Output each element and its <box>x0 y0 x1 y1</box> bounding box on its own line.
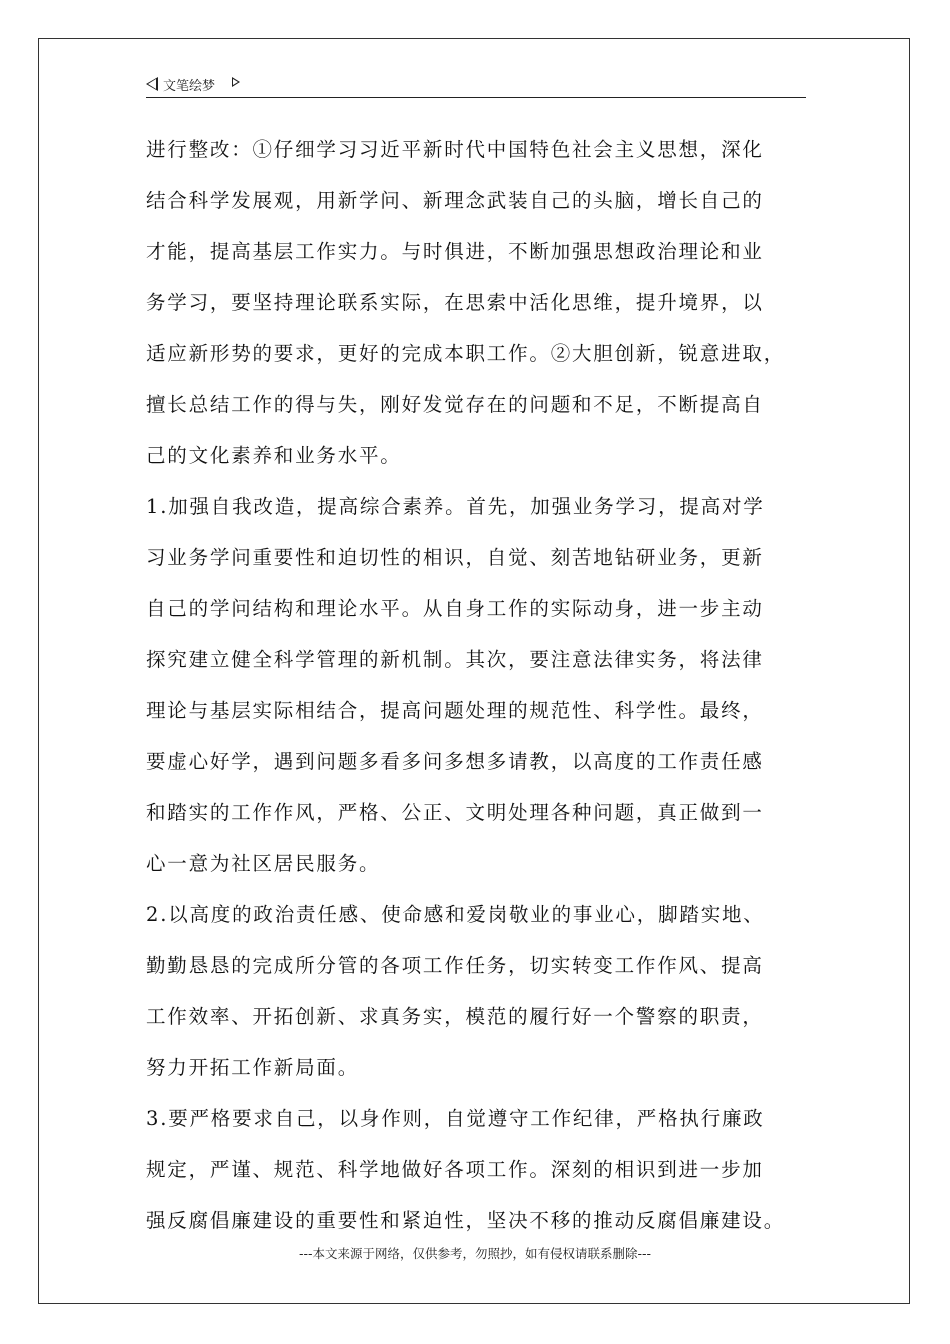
body-line: 探究建立健全科学管理的新机制。其次，要注意法律实务，将法律 <box>146 648 764 671</box>
body-line: 2.以高度的政治责任感、使命感和爱岗敬业的事业心，脚踏实地、 <box>146 903 765 926</box>
body-line: 工作效率、开拓创新、求真务实，模范的履行好一个警察的职责， <box>146 1005 764 1028</box>
body-line: 要虚心好学，遇到问题多看多问多想多请教，以高度的工作责任感 <box>146 750 764 773</box>
body-line: 擅长总结工作的得与失，刚好发觉存在的问题和不足，不断提高自 <box>146 393 764 416</box>
body-line: 自己的学问结构和理论水平。从自身工作的实际动身，进一步主动 <box>146 597 764 620</box>
body-line: 适应新形势的要求，更好的完成本职工作。②大胆创新，锐意进取， <box>146 342 786 365</box>
body-line: 勤勤恳恳的完成所分管的各项工作任务，切实转变工作作风、提高 <box>146 954 764 977</box>
body-line: 才能，提高基层工作实力。与时俱进，不断加强思想政治理论和业 <box>146 240 764 263</box>
body-line: 进行整改：①仔细学习习近平新时代中国特色社会主义思想，深化 <box>146 138 764 161</box>
footer-disclaimer: ---本文来源于网络，仅供参考，勿照抄，如有侵权请联系删除--- <box>298 1246 652 1261</box>
body-line: 务学习，要坚持理论联系实际，在思索中活化思维，提升境界，以 <box>146 291 764 314</box>
triangle-left-icon <box>146 77 158 91</box>
body-line: 结合科学发展观，用新学问、新理念武装自己的头脑，增长自己的 <box>146 189 764 212</box>
page-header <box>146 72 806 98</box>
body-line: 1.加强自我改造，提高综合素养。首先，加强业务学习，提高对学 <box>146 495 765 518</box>
body-line: 3.要严格要求自己，以身作则，自觉遵守工作纪律，严格执行廉政 <box>146 1107 765 1130</box>
body-line: 心一意为社区居民服务。 <box>146 852 381 875</box>
body-line: 习业务学问重要性和迫切性的相识，自觉、刻苦地钻研业务，更新 <box>146 546 764 569</box>
body-line: 规定，严谨、规范、科学地做好各项工作。深刻的相识到进一步加 <box>146 1158 764 1181</box>
body-line: 和踏实的工作作风，严格、公正、文明处理各种问题，真正做到一 <box>146 801 764 824</box>
body-line: 强反腐倡廉建设的重要性和紧迫性，坚决不移的推动反腐倡廉建设。 <box>146 1209 786 1232</box>
document-body <box>146 124 810 1246</box>
body-line: 己的文化素养和业务水平。 <box>146 444 402 467</box>
triangle-right-icon <box>232 77 240 87</box>
header-title: 文笔绘梦 <box>163 79 216 94</box>
body-line: 努力开拓工作新局面。 <box>146 1056 360 1079</box>
body-line: 理论与基层实际相结合，提高问题处理的规范性、科学性。最终， <box>146 699 764 722</box>
